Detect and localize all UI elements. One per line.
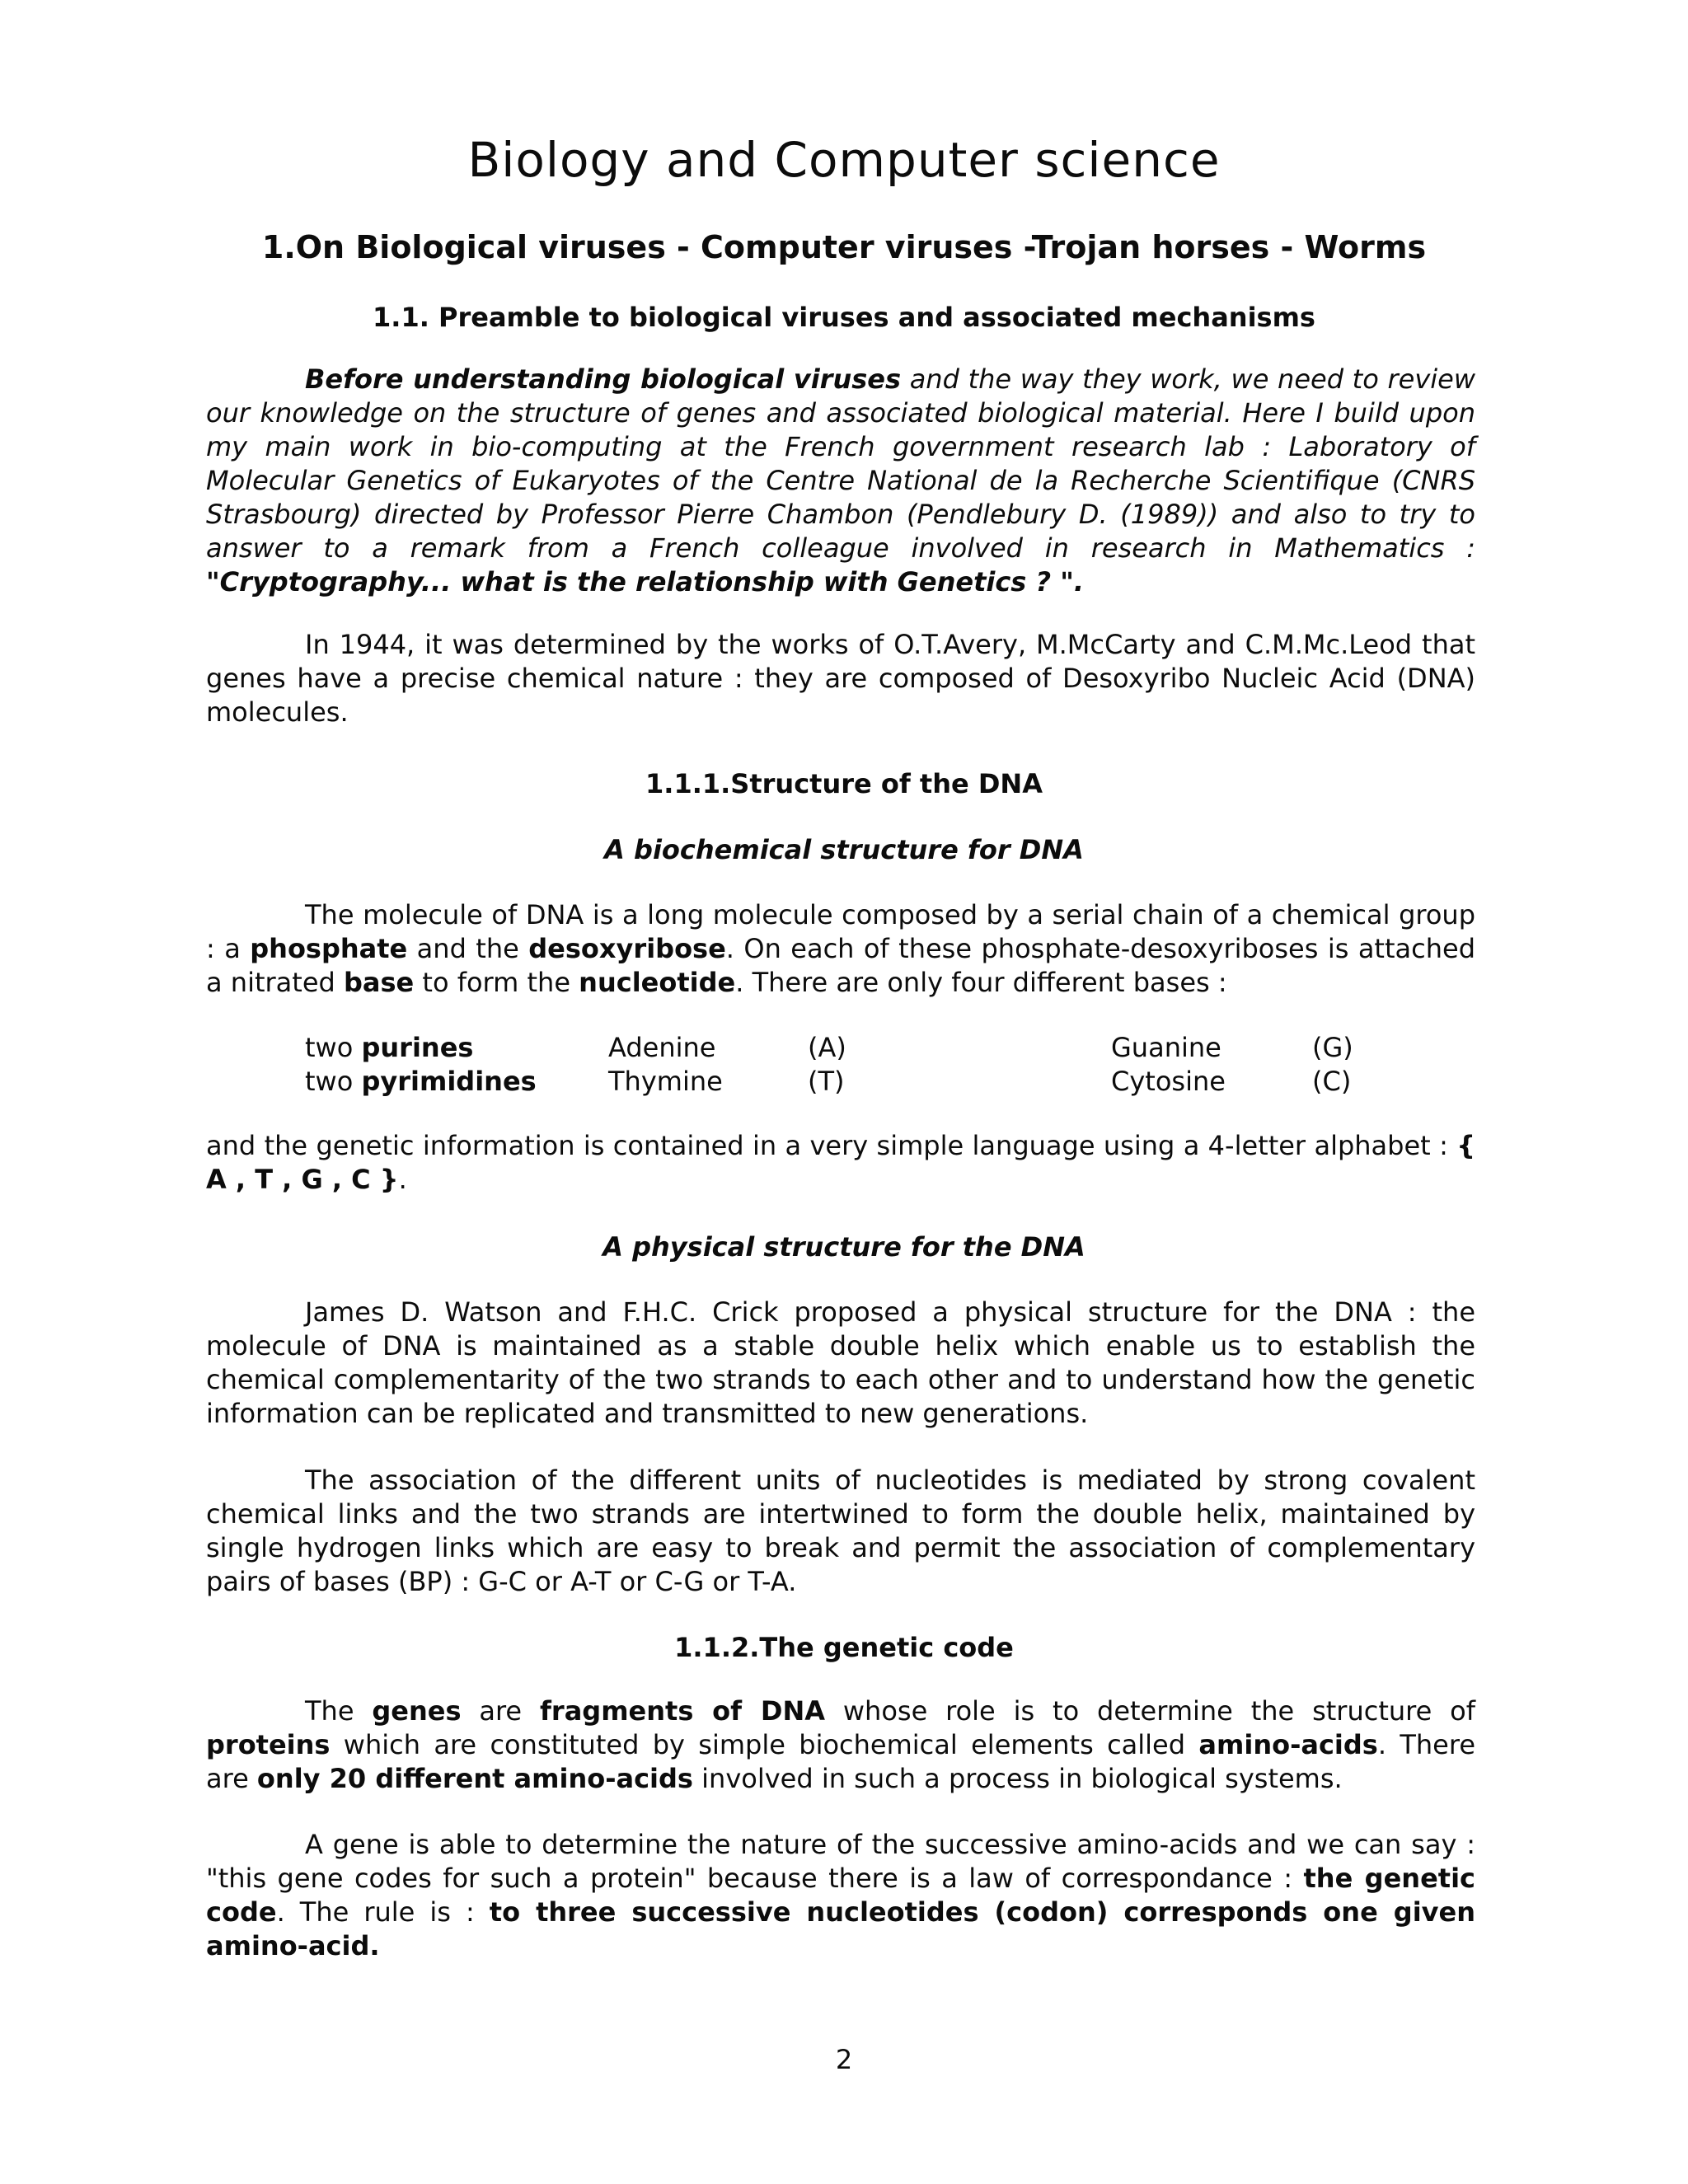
paragraph-genetic-code: A gene is able to determine the nature of the successive amino-acids and we can say : "this gene codes for such a protein" because there is a law of correspondance : the genetic code. The rule is : to three successive nucleotides (codon) corresponds one given amino-acid. — [206, 1829, 1476, 1961]
alphabet-text: and the genetic information is contained in a very simple language using a 4-letter alphabet : — [206, 1130, 1457, 1161]
section-heading-1-1: 1.1. Preamble to biological viruses and associated mechanisms — [373, 302, 1315, 333]
molecule-text-4: to form the — [414, 967, 579, 998]
paragraph-association — [206, 1464, 1475, 1599]
subheading-biochemical: A biochemical structure for DNA — [604, 834, 1084, 865]
subheading-physical: A physical structure for the DNA — [603, 1231, 1085, 1263]
bases-group: two purines — [305, 1032, 474, 1063]
intro-paragraph — [206, 363, 1475, 599]
base-code: (G) — [1312, 1032, 1353, 1063]
paragraph-genes: The genes are fragments of DNA whose role is to determine the structure of proteins which are constituted by simple biochemical elements called amino-acids. There are only 20 different amino-acids involved in such a process in biological systems. — [206, 1695, 1476, 1794]
base-name: Cytosine — [1111, 1066, 1226, 1097]
term-only-20-amino-acids: only 20 different amino-acids — [256, 1763, 693, 1794]
intro-lead: Before understanding biological viruses — [305, 363, 902, 395]
term-nucleotide: nucleotide — [579, 967, 736, 998]
section-heading-1-1-1: 1.1.1.Structure of the DNA — [645, 768, 1043, 799]
base-name: Guanine — [1111, 1032, 1221, 1063]
intro-quote: "Cryptography... what is the relationship with Genetics ? ". — [206, 566, 1085, 598]
section-heading-1: 1.On Biological viruses - Computer viruses -Trojan horses - Worms — [261, 229, 1427, 265]
molecule-text-1: The molecule of DNA is a long molecule composed by a serial chain of a chemical group : a — [206, 899, 1475, 964]
codon-rule: to three successive nucleotides (codon) corresponds one given amino-acid. — [206, 1896, 1476, 1961]
molecule-text-5: . There are only four different bases : — [735, 967, 1227, 998]
alphabet-set: { A , T , G , C } — [206, 1130, 1475, 1195]
page-number: 2 — [835, 2044, 853, 2075]
bases-table — [305, 1032, 1459, 1099]
term-genetic-code: the genetic code — [206, 1863, 1476, 1928]
term-base: base — [343, 967, 415, 998]
paragraph-watson-crick — [206, 1296, 1475, 1431]
molecule-text-2: and the — [407, 933, 529, 964]
section-heading-1-1-2: 1.1.2.The genetic code — [674, 1632, 1014, 1663]
watson-crick-text: James D. Watson and F.H.C. Crick proposed a physical structure for the DNA : the molecule of DNA is maintained as a stable double helix which enable us to establish the chemical complementarity of the two strands to each other and to understand how the genetic information can be replicated and transmitted to new generations. — [206, 1296, 1475, 1429]
association-text: The association of the different units of nucleotides is mediated by strong covalent chemical links and the two strands are intertwined to form the double helix, maintained by single hydrogen links which are easy to break and permit the association of complementary pairs of bases (BP) : G-C or A-T or C-G or T-A. — [206, 1465, 1475, 1597]
page-title: Biology and Computer science — [467, 132, 1221, 188]
base-code: (A) — [808, 1032, 846, 1063]
bases-group: two pyrimidines — [305, 1066, 537, 1097]
base-code: (C) — [1312, 1066, 1352, 1097]
paragraph-1944 — [206, 628, 1475, 729]
term-genes: genes — [372, 1695, 462, 1727]
paragraph-molecule — [206, 898, 1475, 1000]
term-desoxyribose: desoxyribose — [528, 933, 726, 964]
term-fragments-of-dna: fragments of DNA — [539, 1695, 826, 1727]
base-code: (T) — [808, 1066, 845, 1097]
paragraph-1944-text: In 1944, it was determined by the works of O.T.Avery, M.McCarty and C.M.Mc.Leod that genes have a precise chemical nature : they are composed of Desoxyribo Nucleic Acid (DNA) molecules. — [206, 629, 1475, 728]
bases-row-pyrimidines — [305, 1066, 1459, 1099]
term-proteins: proteins — [206, 1729, 331, 1760]
base-name: Thymine — [608, 1066, 723, 1097]
intro-text: and the way they work, we need to review our knowledge on the structure of genes and associated biological material. Here I build upon my main work in bio-computing at the French government research lab : Laboratory of Molecular Genetics of Eukaryotes of the Centre National de la Recherche Scientifique (CNRS Strasbourg) directed by Professor Pierre Chambon (Pendlebury D. (1989)) and also to try to answer to a remark from a French colleague involved in research in Mathematics : — [206, 363, 1476, 564]
molecule-text-3: . On each of these phosphate-desoxyriboses is attached a nitrated — [206, 933, 1476, 998]
base-name: Adenine — [608, 1032, 716, 1063]
term-amino-acids: amino-acids — [1198, 1729, 1378, 1760]
paragraph-alphabet: and the genetic information is contained in a very simple language using a 4-letter alphabet : { A , T , G , C }. — [206, 1130, 1475, 1195]
bases-row-purines — [305, 1032, 1459, 1066]
term-phosphate: phosphate — [250, 933, 408, 964]
